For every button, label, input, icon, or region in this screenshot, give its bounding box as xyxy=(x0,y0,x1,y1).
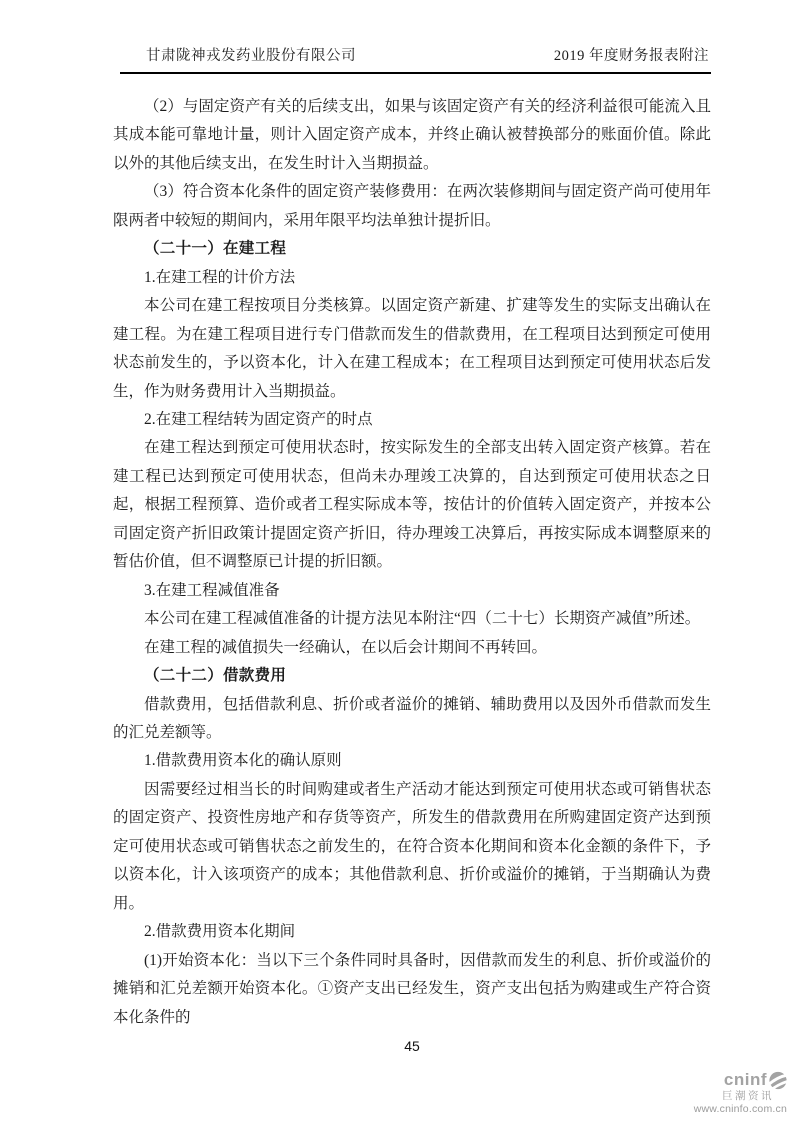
cninfo-url: www.cninfo.com.cn xyxy=(693,1102,787,1115)
cninfo-brand-text: cninf xyxy=(723,1070,767,1090)
cninfo-watermark xyxy=(693,1071,788,1115)
paragraph: （3）符合资本化条件的固定资产装修费用：在两次装修期间与固定资产尚可使用年限两者中较短的期间内，采用年限平均法单独计提折旧。 xyxy=(113,183,711,229)
paragraph: 2.借款费用资本化期间 xyxy=(144,923,296,941)
paragraph: 1.借款费用资本化的确认原则 xyxy=(144,752,342,770)
paragraph: 2.在建工程结转为固定资产的时点 xyxy=(144,410,373,428)
page-number: 45 xyxy=(404,1038,420,1054)
cninfo-swirl-icon xyxy=(768,1071,788,1090)
paragraph: 在建工程的减值损失一经确认，在以后会计期间不再转回。 xyxy=(144,638,548,656)
cninfo-chinese-name: 巨潮资讯 xyxy=(722,1090,774,1102)
section-heading: （二十一）在建工程 xyxy=(144,240,287,258)
page-header xyxy=(120,47,711,74)
section-heading: （二十二）借款费用 xyxy=(144,667,287,685)
paragraph: 因需要经过相当长的时间购建或者生产活动才能达到预定可使用状态或可销售状态的固定资产、投资性房地产和存货等资产，所发生的借款费用在所购建固定资产达到预定可使用状态或可销售状态之前发生的，在符合资本化期间和资本化金额的条件下，予以资本化，计入该项资产的成本；其他借款利息、折价或溢价的摊销，于当期确认为费用。 xyxy=(113,780,711,912)
company-name: 甘肃陇神戎发药业股份有限公司 xyxy=(146,48,356,64)
doc-title: 2019 年度财务报表附注 xyxy=(553,48,709,64)
paragraph: 3.在建工程减值准备 xyxy=(144,581,280,599)
note-body xyxy=(113,93,711,1032)
paragraph: 在建工程达到预定可使用状态时，按实际发生的全部支出转入固定资产核算。若在建工程已达到预定可使用状态，但尚未办理竣工决算的，自达到预定可使用状态之日起，根据工程预算、造价或者工程实际成本等，按估计的价值转入固定资产，并按本公司固定资产折旧政策计提固定资产折旧，待办理竣工决算后，再按实际成本调整原来的暂估价值，但不调整原已计提的折旧额。 xyxy=(113,439,711,571)
paragraph: 本公司在建工程按项目分类核算。以固定资产新建、扩建等发生的实际支出确认在建工程。为在建工程项目进行专门借款而发生的借款费用，在工程项目达到预定可使用状态前发生的，予以资本化，计入在建工程成本；在工程项目达到预定可使用状态后发生，作为财务费用计入当期损益。 xyxy=(113,297,711,400)
paragraph: 借款费用，包括借款利息、折价或者溢价的摊销、辅助费用以及因外币借款而发生的汇兑差额等。 xyxy=(113,695,711,741)
paragraph: （2）与固定资产有关的后续支出，如果与该固定资产有关的经济利益很可能流入且其成本能可靠地计量，则计入固定资产成本，并终止确认被替换部分的账面价值。除此以外的其他后续支出，在发生时计入当期损益。 xyxy=(113,98,711,172)
paragraph: (1)开始资本化：当以下三个条件同时具备时，因借款而发生的利息、折价或溢价的摊销和汇兑差额开始资本化。①资产支出已经发生，资产支出包括为购建或生产符合资本化条件的 xyxy=(113,951,711,1026)
paragraph: 本公司在建工程减值准备的计提方法见本附注“四（二十七）长期资产减值”所述。 xyxy=(144,610,701,628)
cninfo-brand-row xyxy=(693,1071,788,1090)
paragraph: 1.在建工程的计价方法 xyxy=(144,268,296,286)
